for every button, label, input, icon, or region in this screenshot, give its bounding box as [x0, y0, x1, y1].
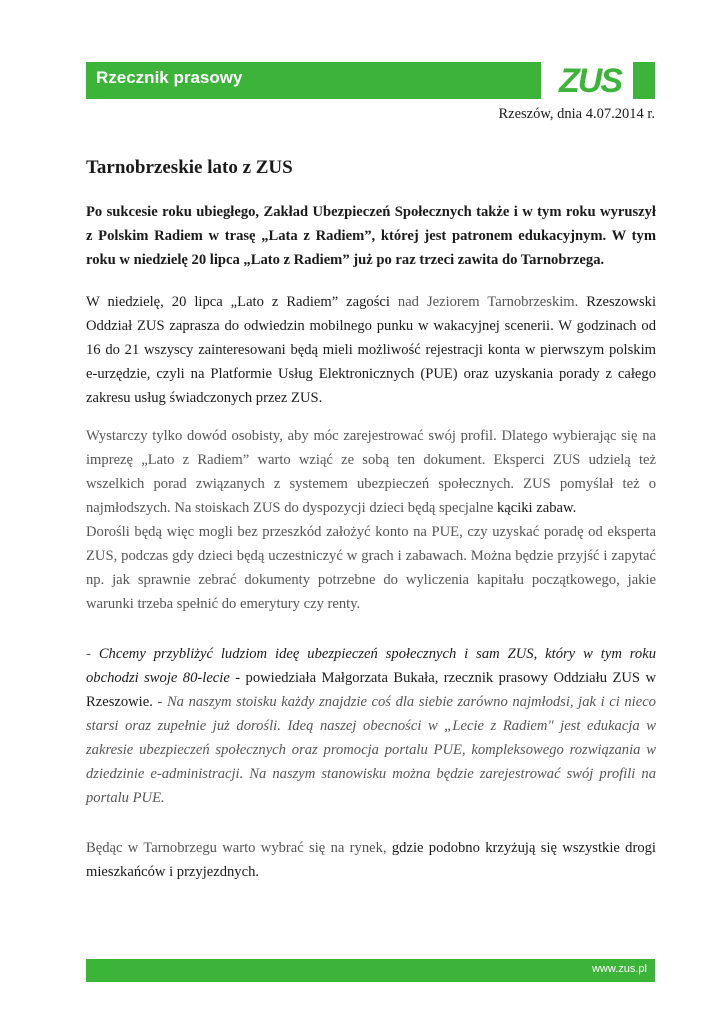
- quote-dash-2: -: [152, 694, 167, 710]
- p1-text-b: nad Jeziorem Tarnobrzeskim.: [397, 294, 579, 310]
- paragraph-1: [86, 290, 656, 410]
- p5-text-a: Będąc w Tarnobrzegu warto wybrać się na rynek,: [86, 840, 387, 856]
- paragraph-2: [86, 424, 656, 520]
- paragraph-3: Dorośli będą więc mogli bez przeszkód założyć konto na PUE, czy uzyskać poradę od eksperta ZUS, podczas gdy dzieci będą uczestniczyć w grach i zabawach. Można będzie przyjść i zapytać np. jak sprawnie zebrać dokumenty potrzebne do wyliczenia kapitału początkowego, jakie warunki trzeba spełnić do emerytury czy renty.: [86, 524, 656, 612]
- p1-text-a: W niedzielę, 20 lipca „Lato z Radiem” zagości: [86, 294, 398, 310]
- lead-paragraph: Po sukcesie roku ubiegłego, Zakład Ubezpieczeń Społecznych także i w tym roku wyruszył z Polskim Radiem w trasę „Lata z Radiem”, której jest patronem edukacyjnym. W tym roku w niedzielę 20 lipca „Lato z Radiem” już po raz trzeci zawita do Tarnobrzega.: [86, 204, 656, 268]
- paragraph-quote: [86, 642, 656, 810]
- paragraph-5: [86, 836, 656, 884]
- zus-logo-icon: [541, 62, 655, 99]
- header-title: Rzecznik prasowy: [96, 68, 243, 87]
- page-title: Tarnobrzeskie lato z ZUS: [86, 157, 293, 178]
- quote-1: Chcemy przybliżyć ludziom ideę ubezpieczeń społecznych i sam ZUS, który w tym roku obchodzi swoje 80-lecie: [86, 646, 657, 686]
- p2-text-b: kąciki zabaw.: [496, 500, 577, 516]
- header-bar: [86, 62, 655, 99]
- article-body: [86, 200, 656, 884]
- quote-attribution: - powiedziała Małgorzata Bukała, rzecznik prasowy Oddziału ZUS w Rzeszowie.: [86, 670, 656, 710]
- quote-2: Na naszym stoisku każdy znajdzie coś dla siebie zarówno najmłodsi, jak i ci nieco starsi oraz zupełnie już dorośli. Ideą naszej obecności w „Lecie z Radiem" jest edukacja w zakresie ubezpieczeń społecznych oraz promocja portalu PUE, kompleksowego rozwiązania w dziedzinie e-administracji. Na naszym stanowisku można będzie zarejestrować swój profili na portalu PUE.: [86, 694, 656, 806]
- zus-logo-text: ZUS: [559, 62, 621, 99]
- quote-dash-1: -: [86, 646, 99, 662]
- footer-bar: [86, 959, 655, 982]
- document-date: Rzeszów, dnia 4.07.2014 r.: [498, 106, 655, 122]
- footer-url-link[interactable]: www.zus.pl: [591, 963, 647, 975]
- p2-text-a: Wystarczy tylko dowód osobisty, aby móc zarejestrować swój profil. Dlatego wybierając się na imprezę „Lato z Radiem” warto wziąć ze sobą ten dokument. Eksperci ZUS udzielą też wszelkich porad związanych z systemem ubezpieczeń społecznych. ZUS pomyślał też o najmłodszych. Na stoiskach ZUS do dyspozycji dzieci będą specjalne: [86, 428, 656, 516]
- p5-text-b: gdzie podobno krzyżują się wszystkie drogi mieszkańców i przyjezdnych.: [86, 840, 656, 880]
- p1-text-c: Rzeszowski Oddział ZUS zaprasza do odwiedzin mobilnego punku w wakacyjnej scenerii. W godzinach od 16 do 21 wszyscy zainteresowani będą mieli możliwość rejestracji konta w pierwszym polskim e-urzędzie, czyli na Platformie Usług Elektronicznych (PUE) oraz uzyskania porady z całego zakresu usług świadczonych przez ZUS.: [86, 294, 656, 406]
- zus-logo: [541, 62, 655, 99]
